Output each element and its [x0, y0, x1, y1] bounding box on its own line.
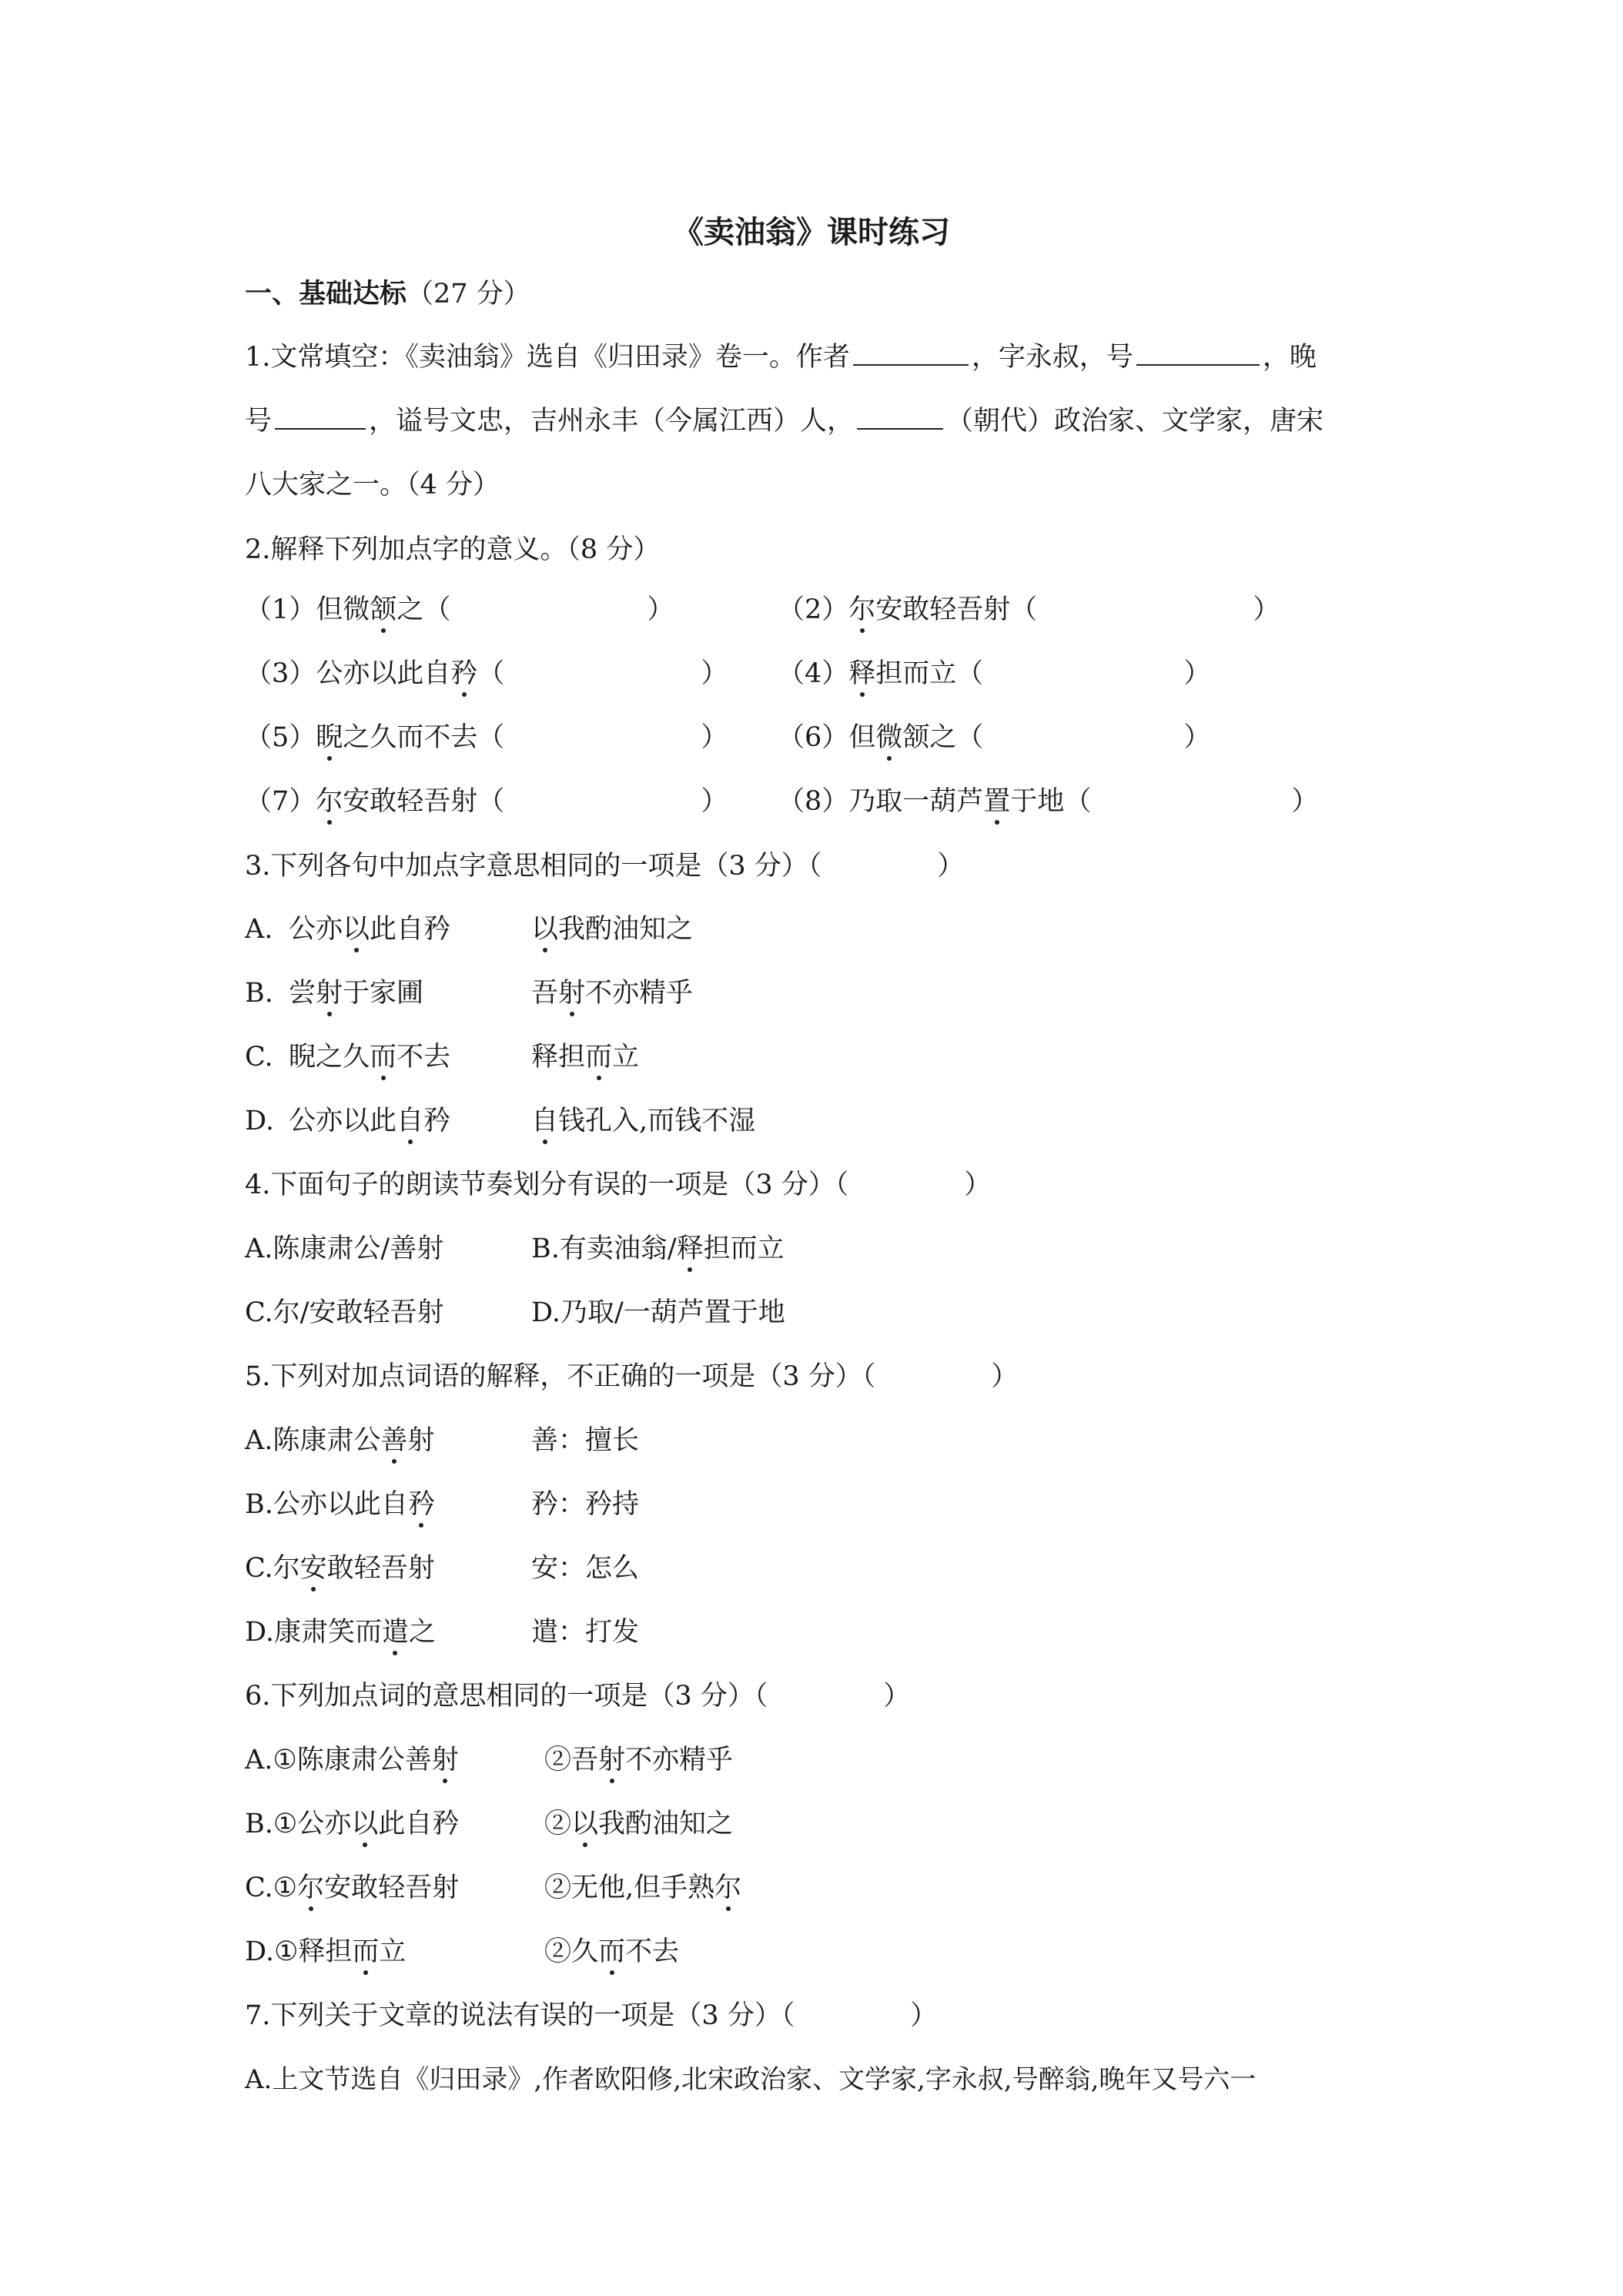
dotted-char: 释: [848, 658, 876, 689]
q1-blank-wanhao[interactable]: [275, 405, 366, 430]
text: 公亦以此: [289, 1106, 397, 1136]
q6-option-c-s2: [544, 1871, 741, 1905]
q5-stem-text: 5.下列对加点词语的解释，不正确的一项是（3 分）（: [245, 1361, 876, 1392]
close-paren: ）: [1291, 786, 1319, 817]
text: 立: [379, 1936, 407, 1967]
close-paren: ）: [883, 1681, 911, 1712]
q2-stem: 2.解释下列加点字的意义。（8 分）: [245, 534, 661, 565]
item-text: 之（: [397, 594, 451, 625]
q2-item-6: [778, 721, 1210, 755]
dotted-char: 射: [598, 1745, 626, 1776]
item-text: 安敢轻吾射（: [875, 594, 1038, 625]
dotted-char: 释: [676, 1233, 704, 1264]
text: 安敢轻吾射: [324, 1873, 460, 1903]
text: D.康肃笑而: [245, 1617, 382, 1648]
dotted-char: 置: [983, 786, 1011, 817]
text: 不亦精乎: [585, 978, 694, 1009]
q3-option-b-s1: [289, 976, 423, 1010]
q6-option-d-s2: [544, 1935, 679, 1969]
dotted-char: 微: [875, 722, 903, 753]
q4-stem-text: 4.下面句子的朗读节奏划分有误的一项是（3 分）（: [245, 1170, 849, 1200]
q3-option-a-s1: [289, 912, 450, 946]
close-paren: ）: [1253, 594, 1280, 625]
q5-option-a[interactable]: [245, 1424, 434, 1458]
text: 睨之久: [289, 1042, 370, 1073]
q6-option-a[interactable]: [245, 1743, 459, 1777]
q2-item-3: [245, 657, 728, 691]
text: ②无他,但手熟: [544, 1873, 715, 1903]
text: 我酌油知之: [558, 914, 694, 945]
q1-line2: [245, 404, 1323, 438]
text: 立: [612, 1042, 640, 1073]
dotted-char: 而: [598, 1936, 626, 1967]
text: 尝: [289, 978, 316, 1009]
close-paren: ）: [910, 2000, 938, 2031]
q3-option-a-s2: [531, 912, 693, 946]
q1-line1: [245, 340, 1317, 374]
q3-option-c[interactable]: [245, 1040, 273, 1074]
text: 不去: [397, 1042, 451, 1073]
close-paren: ）: [937, 851, 965, 882]
q2-item-8: [778, 785, 1318, 818]
page-title: 《卖油翁》课时练习: [673, 214, 950, 250]
text: 此自矜: [370, 914, 451, 945]
option-label: C.: [245, 1042, 273, 1073]
q5-stem: [245, 1360, 1018, 1394]
item-text: （: [477, 658, 505, 689]
text: C.尔: [245, 1553, 300, 1584]
dotted-char: 自: [531, 1106, 559, 1136]
q3-stem-text: 3.下列各句中加点字意思相同的一项是（3 分）（: [245, 851, 822, 882]
dotted-char: 矜: [407, 1489, 435, 1520]
q5-option-c-expl: 安：怎么: [531, 1553, 640, 1584]
close-paren: ）: [701, 786, 728, 817]
q3-option-d-s2: [531, 1104, 755, 1138]
text: A.陈康肃公: [245, 1425, 381, 1456]
q3-option-c-s1: [289, 1040, 450, 1074]
text: 公亦: [289, 914, 343, 945]
q3-option-b[interactable]: [245, 976, 273, 1010]
q6-stem: [245, 1679, 910, 1713]
q1-line3: 八大家之一。（4 分）: [245, 470, 500, 500]
dotted-char: 以: [351, 1809, 379, 1839]
q2-item-5: [245, 721, 728, 755]
q1-text-e: ，谥号文忠，吉州永丰（今属江西）人，: [369, 406, 855, 437]
item-text: 于地（: [1010, 786, 1092, 817]
q1-text-b: ，字永叔，号: [971, 342, 1133, 373]
dotted-char: 安: [300, 1553, 327, 1584]
dotted-char: 善: [380, 1425, 408, 1456]
item-text: 之久而不去（: [343, 722, 505, 753]
section-heading-text: 一、基础达标: [245, 278, 407, 310]
q3-option-d-s1: [289, 1104, 450, 1138]
q5-option-c[interactable]: [245, 1551, 435, 1585]
dotted-char: 尔: [316, 786, 343, 817]
q1-text-a: 1.文常填空：《卖油翁》选自《归田录》卷一。作者: [245, 342, 850, 373]
item-number: （1）: [245, 594, 316, 625]
text: 不亦精乎: [625, 1745, 734, 1776]
section-points: （27 分）: [407, 279, 530, 310]
q6-option-b-s2: [544, 1807, 733, 1841]
item-number: （4）: [778, 658, 849, 689]
dotted-char: 而: [585, 1042, 613, 1073]
q2-item-2: [778, 593, 1280, 627]
q6-option-a-s2: [544, 1743, 733, 1777]
text: 之: [408, 1617, 436, 1648]
dotted-char: 以: [571, 1809, 599, 1839]
dotted-char: 射: [558, 978, 586, 1009]
option-label: D.: [245, 1106, 274, 1136]
q3-option-a[interactable]: [245, 912, 273, 946]
close-paren: ）: [701, 722, 728, 753]
dotted-char: 尔: [848, 594, 876, 625]
q6-option-d[interactable]: [245, 1935, 406, 1969]
text: 吾: [531, 978, 559, 1009]
item-text: 安敢轻吾射（: [343, 786, 505, 817]
q2-item-4: [778, 657, 1210, 691]
text: 矜: [423, 1106, 451, 1136]
text: ②吾: [544, 1745, 599, 1776]
text: ②久: [544, 1936, 599, 1967]
q7-stem: [245, 1999, 937, 2033]
q7-option-a[interactable]: A.上文节选自《归田录》,作者欧阳修,北宋政治家、文学家,字永叔,号醉翁,晚年又号六一: [245, 2064, 1257, 2095]
item-text: 但微: [316, 594, 370, 625]
text: 射: [407, 1425, 435, 1456]
section-heading: [245, 277, 530, 311]
item-number: （8）: [778, 786, 849, 817]
q3-option-d[interactable]: [245, 1104, 274, 1138]
dotted-char: 而: [352, 1936, 380, 1967]
q5-option-d[interactable]: [245, 1615, 436, 1649]
dotted-char: 颔: [370, 594, 397, 625]
close-paren: ）: [991, 1361, 1019, 1392]
option-label: B.: [245, 978, 273, 1009]
q4-option-d[interactable]: D.乃取/一葫芦置于地: [531, 1297, 785, 1328]
text: 不去: [625, 1936, 680, 1967]
q3-option-c-s2: [531, 1040, 639, 1074]
dotted-char: 尔: [297, 1873, 325, 1903]
text: 于家圃: [343, 978, 424, 1009]
item-number: （3）: [245, 658, 316, 689]
q6-option-c[interactable]: [245, 1871, 459, 1905]
dotted-char: 自: [397, 1106, 424, 1136]
text: ②: [544, 1809, 572, 1839]
q6-stem-text: 6.下列加点词的意思相同的一项是（3 分）（: [245, 1681, 768, 1712]
q5-option-d-expl: 遣：打发: [531, 1617, 640, 1648]
text: B.①公亦: [245, 1809, 352, 1839]
item-number: （6）: [778, 722, 849, 753]
close-paren: ）: [701, 658, 728, 689]
text: 释担: [531, 1042, 586, 1073]
item-number: （7）: [245, 786, 316, 817]
item-text: 公亦以此自: [316, 658, 451, 689]
dotted-char: 遣: [381, 1617, 409, 1648]
dotted-char: 矜: [450, 658, 478, 689]
q5-option-b[interactable]: [245, 1488, 435, 1521]
item-number: （2）: [778, 594, 849, 625]
text: A.①陈康肃公善: [245, 1745, 432, 1776]
close-paren: ）: [1183, 722, 1211, 753]
q1-text-d: 号: [245, 406, 273, 437]
q6-option-b[interactable]: [245, 1807, 459, 1841]
q2-item-1: [245, 593, 674, 627]
q1-blank-author[interactable]: [853, 341, 969, 366]
dotted-char: 睨: [316, 722, 343, 753]
q4-option-c[interactable]: C.尔/安敢轻吾射: [245, 1297, 444, 1328]
text: 敢轻吾射: [326, 1553, 435, 1584]
q3-option-b-s2: [531, 976, 693, 1010]
close-paren: ）: [647, 594, 674, 625]
q1-blank-dynasty[interactable]: [857, 405, 943, 430]
dotted-char: 而: [370, 1042, 397, 1073]
text: B.公亦以此自: [245, 1489, 408, 1520]
q7-stem-text: 7.下列关于文章的说法有误的一项是（3 分）（: [245, 2000, 795, 2031]
q4-option-a[interactable]: A.陈康肃公/善射: [245, 1233, 444, 1264]
close-paren: ）: [1183, 658, 1211, 689]
q5-option-a-expl: 善：擅长: [531, 1425, 640, 1456]
dotted-char: 以: [531, 914, 559, 945]
text: C.①: [245, 1873, 298, 1903]
q3-stem: [245, 849, 964, 883]
text: D.①释担: [245, 1936, 353, 1967]
q5-option-b-expl: 矜：矜持: [531, 1489, 640, 1520]
text: 此自矜: [378, 1809, 460, 1839]
dotted-char: 射: [316, 978, 343, 1009]
option-label: A.: [245, 914, 273, 945]
close-paren: ）: [964, 1170, 992, 1200]
dotted-char: 射: [431, 1745, 459, 1776]
item-text: 颔之（: [902, 722, 984, 753]
q1-text-f: （朝代）政治家、文学家，唐宋: [946, 406, 1324, 437]
item-text: 乃取一葫芦: [848, 786, 984, 817]
item-text: 但: [848, 722, 876, 753]
dotted-char: 以: [343, 914, 370, 945]
q1-blank-hao[interactable]: [1136, 341, 1260, 366]
item-number: （5）: [245, 722, 316, 753]
q4-stem: [245, 1168, 991, 1202]
item-text: 担而立（: [875, 658, 984, 689]
text: 钱孔入,而钱不湿: [558, 1106, 756, 1136]
dotted-char: 尔: [714, 1873, 742, 1903]
q4-option-b[interactable]: B.有卖油翁/释担而立: [531, 1233, 785, 1264]
q1-text-c: ，晚: [1262, 342, 1317, 373]
q2-item-7: [245, 785, 728, 818]
text: 我酌油知之: [598, 1809, 734, 1839]
